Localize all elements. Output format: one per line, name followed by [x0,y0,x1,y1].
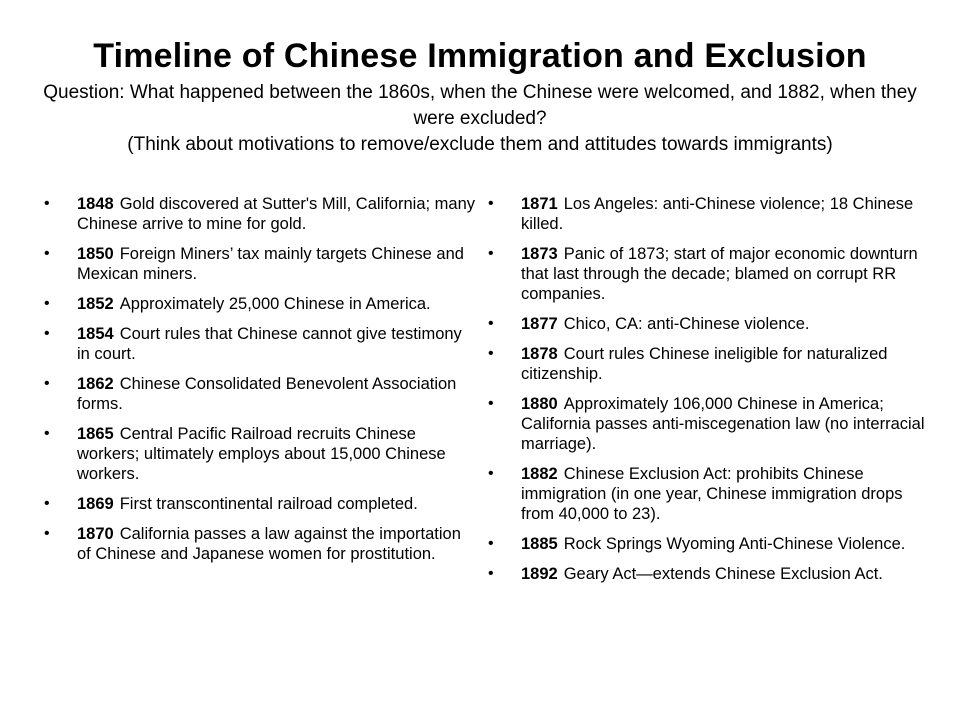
timeline-item [44,244,478,284]
timeline-year: 1852 [77,295,114,313]
timeline-year: 1873 [521,245,558,263]
timeline-year: 1878 [521,345,558,363]
bullet-icon: • [488,345,494,362]
timeline-item [44,424,478,484]
timeline-item [44,324,478,364]
timeline-year: 1862 [77,375,114,393]
timeline-text: Rock Springs Wyoming Anti-Chinese Violence. [563,535,906,553]
bullet-icon: • [44,195,50,212]
timeline-item [488,194,928,234]
timeline-item [488,244,928,304]
bullet-icon: • [488,245,494,262]
bullet-icon: • [44,325,50,342]
timeline-year: 1850 [77,245,114,263]
timeline-item [488,344,928,384]
timeline-year: 1885 [521,535,558,553]
bullet-icon: • [44,375,50,392]
timeline-text: Chinese Consolidated Benevolent Association forms. [77,375,457,413]
timeline-text: Foreign Miners’ tax mainly targets Chinese and Mexican miners. [77,245,464,283]
timeline-item [44,194,478,234]
timeline-year: 1854 [77,325,114,343]
timeline-text: Gold discovered at Sutter's Mill, California; many Chinese arrive to mine for gold. [77,195,476,233]
bullet-icon: • [44,245,50,262]
bullet-icon: • [488,195,494,212]
timeline-text: California passes a law against the importation of Chinese and Japanese women for prostitution. [77,525,461,563]
timeline-item [488,564,928,584]
timeline-text: Approximately 25,000 Chinese in America. [119,295,431,313]
bullet-icon: • [44,495,50,512]
timeline-text: Los Angeles: anti-Chinese violence; 18 Chinese killed. [521,195,914,233]
bullet-icon: • [488,465,494,482]
slide-title: Timeline of Chinese Immigration and Exclusion [93,37,867,75]
timeline-item [44,294,478,314]
bullet-icon: • [488,395,494,412]
timeline-text: Approximately 106,000 Chinese in America; California passes anti-miscegenation law (no interracial marriage). [521,395,925,453]
bullet-icon: • [488,565,494,582]
timeline-year: 1892 [521,565,558,583]
timeline-year: 1871 [521,195,558,213]
timeline-text: First transcontinental railroad completed. [119,495,418,513]
timeline-text: Central Pacific Railroad recruits Chinese workers; ultimately employs about 15,000 Chinese workers. [77,425,446,483]
timeline-item [44,524,478,564]
timeline-item [488,464,928,524]
timeline-left-column [44,194,478,574]
slide-hint: (Think about motivations to remove/exclude them and attitudes towards immigrants) [127,134,833,155]
timeline-text: Panic of 1873; start of major economic downturn that last through the decade; blamed on corrupt RR companies. [521,245,918,303]
timeline-item [488,534,928,554]
title-block [30,36,930,158]
timeline-item [488,394,928,454]
timeline-text: Court rules that Chinese cannot give testimony in court. [77,325,462,363]
bullet-icon: • [44,425,50,442]
timeline-item [488,314,928,334]
bullet-icon: • [44,525,50,542]
timeline-year: 1865 [77,425,114,443]
timeline-item [44,374,478,414]
timeline-year: 1877 [521,315,558,333]
timeline-year: 1848 [77,195,114,213]
timeline-right-column [488,194,928,594]
timeline-text: Geary Act—extends Chinese Exclusion Act. [563,565,883,583]
timeline-year: 1870 [77,525,114,543]
timeline-year: 1869 [77,495,114,513]
bullet-icon: • [488,315,494,332]
timeline-text: Court rules Chinese ineligible for naturalized citizenship. [521,345,888,383]
timeline-text: Chinese Exclusion Act: prohibits Chinese immigration (in one year, Chinese immigration drops from 40,000 to 23). [521,465,903,523]
timeline-text: Chico, CA: anti-Chinese violence. [563,315,810,333]
bullet-icon: • [488,535,494,552]
timeline-year: 1880 [521,395,558,413]
bullet-icon: • [44,295,50,312]
timeline-item [44,494,478,514]
slide-question: Question: What happened between the 1860s, when the Chinese were welcomed, and 1882, when they were excluded? [43,82,917,129]
timeline-year: 1882 [521,465,558,483]
